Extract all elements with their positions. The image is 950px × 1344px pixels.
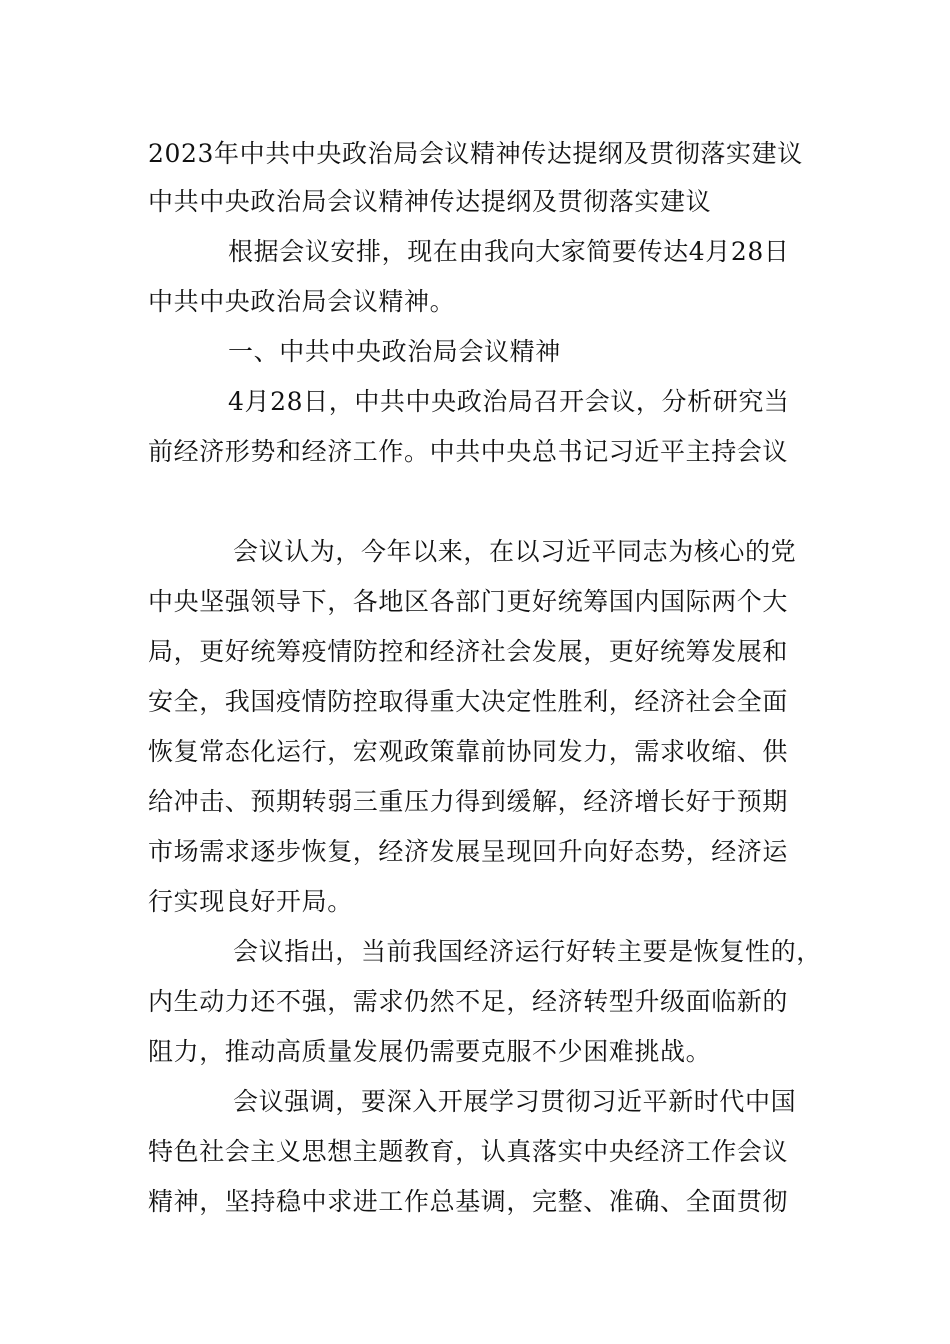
paragraph-line: 会议强调，要深入开展学习贯彻习近平新时代中国: [233, 1087, 797, 1116]
paragraph-line: 内生动力还不强，需求仍然不足，经济转型升级面临新的: [148, 987, 789, 1016]
paragraph-line: 市场需求逐步恢复，经济发展呈现回升向好态势，经济运: [148, 837, 789, 866]
paragraph-line: 前经济形势和经济工作。中共中央总书记习近平主持会议: [148, 437, 789, 466]
paragraph-line: 会议指出，当前我国经济运行好转主要是恢复性的，: [233, 937, 822, 966]
paragraph-line: 4月28日，中共中央政治局召开会议，分析研究当: [228, 387, 790, 416]
document-subtitle: 中共中央政治局会议精神传达提纲及贯彻落实建议: [148, 187, 712, 216]
paragraph-line: 局，更好统筹疫情防控和经济社会发展，更好统筹发展和: [148, 637, 789, 666]
paragraph-line: 恢复常态化运行，宏观政策靠前协同发力，需求收缩、供: [148, 737, 789, 766]
paragraph-line: 精神，坚持稳中求进工作总基调，完整、准确、全面贯彻: [148, 1187, 789, 1216]
intro-line: 中共中央政治局会议精神。: [148, 287, 456, 316]
paragraph-line: 行实现良好开局。: [148, 887, 353, 916]
paragraph-line: 给冲击、预期转弱三重压力得到缓解，经济增长好于预期: [148, 787, 789, 816]
document-title: 2023年中共中央政治局会议精神传达提纲及贯彻落实建议: [148, 139, 803, 168]
section-heading: 一、中共中央政治局会议精神: [228, 337, 561, 366]
paragraph-line: 安全，我国疫情防控取得重大决定性胜利，经济社会全面: [148, 687, 789, 716]
paragraph-line: 会议认为，今年以来，在以习近平同志为核心的党: [233, 537, 797, 566]
paragraph-line: 阻力，推动高质量发展仍需要克服不少困难挑战。: [148, 1037, 712, 1066]
paragraph-line: 中央坚强领导下，各地区各部门更好统筹国内国际两个大: [148, 587, 789, 616]
paragraph-line: 特色社会主义思想主题教育，认真落实中央经济工作会议: [148, 1137, 789, 1166]
intro-line: 根据会议安排，现在由我向大家简要传达4月28日: [228, 237, 790, 266]
